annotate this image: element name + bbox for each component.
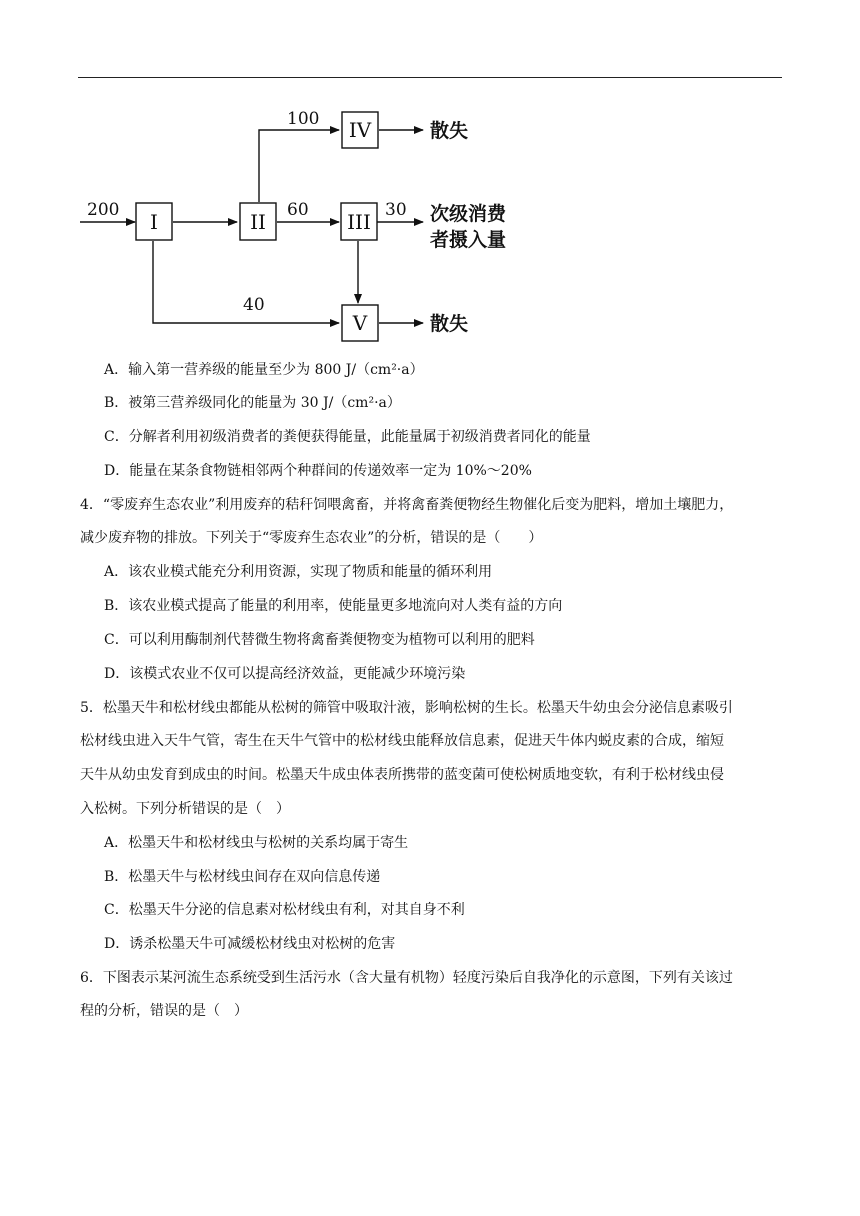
option-text: 该模式农业不仅可以提高经济效益，更能减少环境污染 bbox=[129, 666, 466, 682]
option-text: 分解者利用初级消费者的粪便获得能量，此能量属于初级消费者同化的能量 bbox=[128, 429, 591, 445]
option-text: 该农业模式能充分利用资源，实现了物质和能量的循环利用 bbox=[128, 564, 493, 580]
q5-option-a bbox=[104, 833, 408, 853]
value-to-next: 30 bbox=[385, 200, 407, 220]
q4-option-d bbox=[104, 664, 465, 684]
option-text: 该农业模式提高了能量的利用率，使能量更多地流向对人类有益的方向 bbox=[128, 598, 563, 614]
q5-stem-line-2: 松材线虫进入天牛气管，寄生在天牛气管中的松材线虫能释放信息素，促进天牛体内蜕皮素的合成，缩短 bbox=[80, 733, 724, 749]
q4-stem-line-2: 减少废弃物的排放。下列关于“零废弃生态农业”的分析，错误的是（ ） bbox=[80, 530, 543, 546]
q5-stem-line-1: 5．松墨天牛和松材线虫都能从松树的筛管中吸取汁液，影响松树的生长。松墨天牛幼虫会分泌信息素吸引 bbox=[80, 700, 733, 716]
option-letter: A． bbox=[104, 564, 129, 580]
q4-stem-line-1: 4．“零废弃生态农业”利用废弃的秸秆饲喂禽畜，并将禽畜粪便物经生物催化后变为肥料，增加土壤肥力， bbox=[80, 497, 734, 513]
q5-stem-line-4: 入松树。下列分析错误的是（ ） bbox=[80, 801, 290, 817]
value-to-III: 60 bbox=[287, 200, 309, 220]
q6-stem-line-1: 6．下图表示某河流生态系统受到生活污水（含大量有机物）轻度污染后自我净化的示意图，下列有关该过 bbox=[80, 970, 733, 986]
q6-stem-line-2: 程的分析，错误的是（ ） bbox=[80, 1003, 248, 1019]
option-letter: D． bbox=[104, 936, 130, 952]
arrow-II-to-IV bbox=[259, 130, 339, 202]
option-letter: D． bbox=[104, 463, 130, 479]
label-lost-bottom: 散失 bbox=[430, 313, 469, 335]
box-III-label: III bbox=[347, 210, 371, 234]
q3-option-b bbox=[104, 393, 401, 413]
q4-option-b bbox=[104, 596, 562, 616]
option-letter: A． bbox=[104, 835, 129, 851]
option-letter: B． bbox=[104, 395, 129, 411]
option-text: 诱杀松墨天牛可减缓松材线虫对松树的危害 bbox=[129, 936, 396, 952]
label-next-intake-2: 者摄入量 bbox=[430, 229, 507, 251]
label-lost-top: 散失 bbox=[430, 120, 469, 142]
q3-option-d bbox=[104, 461, 532, 481]
q5-option-b bbox=[104, 867, 380, 887]
q3-option-c bbox=[104, 427, 591, 447]
option-letter: C． bbox=[104, 902, 129, 918]
box-IV-label: IV bbox=[348, 118, 372, 142]
option-text: 能量在某条食物链相邻两个种群间的传递效率一定为 10%～20% bbox=[129, 463, 532, 479]
option-letter: C． bbox=[104, 632, 129, 648]
option-letter: C． bbox=[104, 429, 129, 445]
box-II-label: II bbox=[250, 210, 266, 234]
value-input: 200 bbox=[87, 200, 120, 220]
option-text: 可以利用酶制剂代替微生物将禽畜粪便物变为植物可以利用的肥料 bbox=[128, 632, 535, 648]
q5-stem-line-3: 天牛从幼虫发育到成虫的时间。松墨天牛成虫体表所携带的蓝变菌可使松树质地变软，有利于松材线虫侵 bbox=[80, 767, 724, 783]
option-text: 松墨天牛和松材线虫与松树的关系均属于寄生 bbox=[128, 835, 409, 851]
value-to-V: 40 bbox=[243, 295, 265, 315]
option-text: 被第三营养级同化的能量为 30 J/（cm²·a） bbox=[128, 395, 401, 411]
q4-option-a bbox=[104, 562, 492, 582]
option-text: 松墨天牛分泌的信息素对松材线虫有利，对其自身不利 bbox=[128, 902, 465, 918]
option-letter: B． bbox=[104, 869, 129, 885]
option-text: 松墨天牛与松材线虫间存在双向信息传递 bbox=[128, 869, 381, 885]
q4-option-c bbox=[104, 630, 535, 650]
option-letter: A． bbox=[104, 362, 129, 378]
option-letter: D． bbox=[104, 666, 130, 682]
value-to-IV: 100 bbox=[287, 109, 320, 129]
label-next-intake-1: 次级消费 bbox=[430, 203, 507, 225]
q5-option-c bbox=[104, 900, 465, 920]
option-letter: B． bbox=[104, 598, 129, 614]
energy-flow-diagram bbox=[0, 0, 860, 350]
q5-option-d bbox=[104, 934, 395, 954]
box-I-label: I bbox=[150, 210, 158, 234]
option-text: 输入第一营养级的能量至少为 800 J/（cm²·a） bbox=[128, 362, 424, 378]
q3-option-a bbox=[104, 360, 424, 380]
box-V-label: V bbox=[352, 311, 368, 335]
